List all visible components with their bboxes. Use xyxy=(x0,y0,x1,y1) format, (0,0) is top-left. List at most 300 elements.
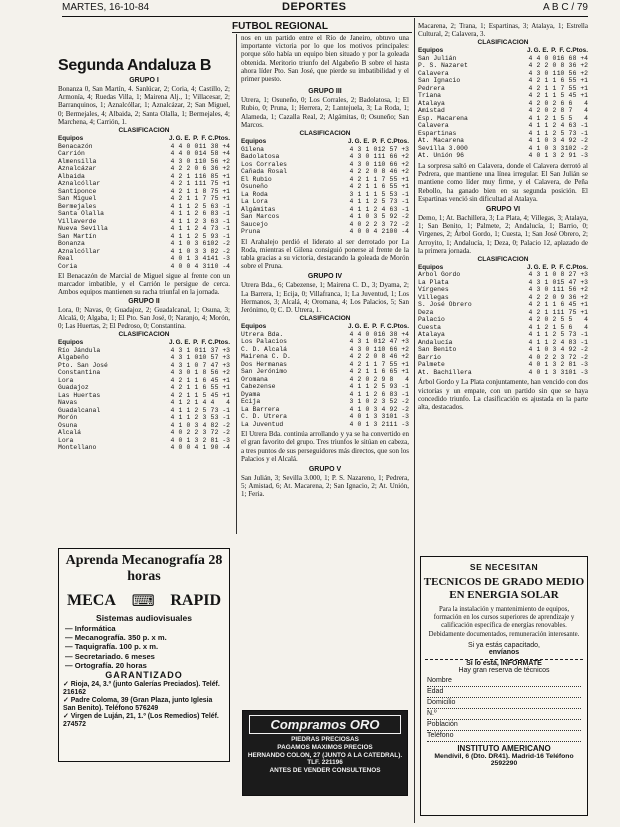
form-field[interactable]: Teléfono xyxy=(427,731,581,742)
stat-cell: 2 xyxy=(536,107,541,115)
stat-cell: 4 xyxy=(349,345,354,353)
stat-cell: 2 xyxy=(357,368,362,376)
stat-cell: 1 xyxy=(544,301,549,309)
stat-cell: 4 xyxy=(170,346,175,354)
stat-cell: 3 xyxy=(560,368,565,376)
team-name: Río Jándula xyxy=(58,346,101,354)
stat-cell: 3 xyxy=(202,217,207,225)
stat-cell: 2 xyxy=(186,429,191,437)
stat-cell: 4 xyxy=(349,168,354,176)
stat-cell: 1 xyxy=(544,92,549,100)
table-row xyxy=(58,347,230,355)
table-row xyxy=(58,203,230,211)
team-name: Dyama xyxy=(241,390,261,398)
stat-cell: 6 +2 xyxy=(393,153,409,161)
stat-cell: 4 xyxy=(170,429,175,437)
stat-cell: 2 xyxy=(373,220,378,228)
stat-cell: 2 xyxy=(373,205,378,213)
form-field[interactable]: Población xyxy=(427,720,581,731)
stat-cell: 3 xyxy=(349,190,354,198)
stat-cell: 0 xyxy=(373,330,378,338)
stat-cell: 2 xyxy=(536,301,541,309)
stat-cell: 2 xyxy=(178,391,183,399)
team-name: Badolatosa xyxy=(241,153,280,161)
meca-title: Aprenda Mecanografía 28 horas xyxy=(65,553,223,584)
team-name: Aznalcázar xyxy=(58,165,97,173)
stat-cell: 4 xyxy=(349,360,354,368)
stat-cell: 4 xyxy=(349,145,354,153)
stat-cell: 0 xyxy=(544,316,549,324)
stat-cell: 5 xyxy=(381,383,386,391)
team-name: Osuna xyxy=(58,421,78,429)
stat-cell: 1 xyxy=(194,384,199,392)
stat-cell: 4 xyxy=(349,383,354,391)
stat-cell: 4 xyxy=(210,399,215,407)
stat-cell: 0 xyxy=(186,247,191,255)
stat-cell: 2 xyxy=(536,293,541,301)
stat-cell: 0 xyxy=(186,150,191,158)
team-name: Gilena xyxy=(241,145,265,153)
stat-cell: 6 xyxy=(381,368,386,376)
stat-cell: 5 xyxy=(381,213,386,221)
table-row xyxy=(241,213,409,221)
stat-cell: 2 xyxy=(357,360,362,368)
team-name: Pruna xyxy=(241,228,261,236)
stat-cell: 1 xyxy=(178,240,183,248)
stat-cell: 2 xyxy=(178,180,183,188)
stat-cell: 6 xyxy=(568,99,573,107)
table-row xyxy=(58,188,230,196)
stat-cell: 1 xyxy=(365,413,370,421)
stat-cell: 1 xyxy=(544,152,549,160)
stat-cell: 3 xyxy=(357,153,362,161)
stat-cell: 3 xyxy=(568,293,573,301)
stat-cell: 4 xyxy=(528,331,533,339)
stat-cell: 4 xyxy=(528,144,533,152)
stat-cell: 2 xyxy=(373,390,378,398)
stat-cell: 5 xyxy=(381,198,386,206)
stat-cell: 4 xyxy=(170,376,175,384)
stat-cell: 8 +4 xyxy=(393,330,409,338)
team-name: Oromana xyxy=(241,375,268,383)
stat-cell: 5 xyxy=(568,69,573,77)
table-row xyxy=(241,383,409,391)
stat-cell: 9 xyxy=(210,232,215,240)
stat-cell: 1 xyxy=(373,160,378,168)
team-name: C. D. Utrera xyxy=(241,413,288,421)
stat-cell: 0 xyxy=(357,420,362,428)
table-row xyxy=(241,206,409,214)
stat-cell: 8 xyxy=(210,436,215,444)
stat-cell: 1 xyxy=(365,420,370,428)
stat-cell: 2 xyxy=(552,99,557,107)
team-name: Utrera Bda. xyxy=(241,330,284,338)
stat-cell: 0 xyxy=(544,144,549,152)
stat-cell: 4 xyxy=(528,286,533,294)
stat-cell: 0 xyxy=(178,255,183,263)
mid-intro: nos en un partido entre el Río de Janeiro, obtuvo una importante victoria por lo que los motivos principales: porque sólo había un equipo bien situado y por la goleada obtenida. Meritorio triunfo del Algabeño B sobre el hasta ahora líder Pto. San José, que pierde su imbatibilidad y el primer puesto. xyxy=(241,34,409,84)
stat-cell: 4 xyxy=(528,77,533,85)
stat-cell: 2 xyxy=(357,183,362,191)
team-name: Villaverde xyxy=(58,217,97,225)
stat-cell: 1 xyxy=(544,278,549,286)
stat-cell: 9 xyxy=(560,293,565,301)
table-row xyxy=(58,165,230,173)
solar-cut2: Hay gran reserva de técnicos xyxy=(458,666,550,674)
table-row xyxy=(418,92,588,100)
stat-cell: 15 xyxy=(556,278,565,286)
stat-cell: 4 xyxy=(560,122,565,130)
stat-cell: 1 xyxy=(186,217,191,225)
table-row xyxy=(58,225,230,233)
group6-rows xyxy=(418,271,588,376)
stat-cell: 1 xyxy=(186,172,191,180)
team-name: Palacio xyxy=(418,316,445,324)
stat-cell: 1 xyxy=(186,391,191,399)
stat-cell: 1 xyxy=(178,406,183,414)
table-row xyxy=(418,279,588,287)
stat-cell: 1 xyxy=(186,180,191,188)
stat-cell: 4 xyxy=(349,160,354,168)
team-name: Amistad xyxy=(418,107,445,115)
solar-body: Para la instalación y mantenimiento de equipos, formación en los cursos superiores de aprendizaje y calificación específica de energías renovables. Debidamente documentados, remuneración interesante. xyxy=(428,606,580,638)
stat-cell: 5 xyxy=(202,202,207,210)
table-row xyxy=(418,115,588,123)
stat-cell: 2 xyxy=(544,62,549,70)
group2-results: Lora, 0; Navas, 0; Guadajoz, 2; Guadalcanal, 1; Osuna, 3; Alcalá, 0; Algaba, 1; El Pto. San José, 0; Naranjo, 4; Morón, 0; Las Huertas, 2; El Pedroso, 0; Constantina. xyxy=(58,305,230,331)
stat-cell: 6 +2 xyxy=(572,293,588,301)
stat-cell: 2 xyxy=(194,225,199,233)
stat-cell: 0 xyxy=(536,353,541,361)
stat-cell: 4 xyxy=(170,391,175,399)
group5-note: La sorpresa saltó en Calavera, donde el Calavera derrotó al Pedrera, que mantiene una línea irregular. El San Julián se mantiene como líder muy firme, y el Calavera, de Peña Rebollo, ha ganado bien en su segunda posición. El Espartinas venció sin dificultad al Atalaya. xyxy=(418,161,588,203)
stat-cell: 3 -1 xyxy=(393,190,409,198)
stat-cell: 6 +2 xyxy=(214,369,230,377)
stat-cell: 0 xyxy=(194,354,199,362)
stat-cell: 5 xyxy=(210,354,215,362)
form-field[interactable]: N.º xyxy=(427,709,581,720)
team-name: Los Palacios xyxy=(241,338,288,346)
stat-cell: 0 xyxy=(186,157,191,165)
team-name: Cuesta xyxy=(418,323,442,331)
stat-cell: 0 xyxy=(194,361,199,369)
stat-cell: 3 xyxy=(202,247,207,255)
stat-cell: 3 xyxy=(194,247,199,255)
stat-cell: 2 xyxy=(536,62,541,70)
stat-cell: 2 xyxy=(560,361,565,369)
stat-cell: 4 xyxy=(226,399,230,407)
table-row xyxy=(241,221,409,229)
stat-cell: 4 xyxy=(528,278,533,286)
stat-cell: 6 +2 xyxy=(393,160,409,168)
meca-brand-right: RAPID xyxy=(170,592,221,609)
stat-cell: 4 xyxy=(170,262,175,270)
page-header xyxy=(62,2,588,17)
team-name: Osuneño xyxy=(241,183,268,191)
form-field[interactable]: Domicilio xyxy=(427,698,581,709)
table-header: Equipos J. G. E. P. F. C. Ptos. xyxy=(241,323,409,331)
table-row xyxy=(418,346,588,354)
stat-cell: 2 xyxy=(544,323,549,331)
stat-cell: 3 -1 xyxy=(214,414,230,422)
stat-cell: 4 xyxy=(528,107,533,115)
stat-cell: 0 xyxy=(365,160,370,168)
team-name: Calavera xyxy=(418,69,449,77)
stat-cell: 3 xyxy=(178,361,183,369)
stat-cell: 1 xyxy=(178,225,183,233)
team-name: Dos Hermanas xyxy=(241,360,288,368)
stat-cell: 0 xyxy=(552,278,557,286)
stat-cell: 5 +1 xyxy=(572,84,588,92)
team-name: Carrión xyxy=(58,150,85,158)
stat-cell: 4 xyxy=(349,375,354,383)
group3-table xyxy=(241,138,409,236)
group1-rows xyxy=(58,143,230,271)
stat-cell: 1 xyxy=(178,399,183,407)
table-row xyxy=(241,198,409,206)
stat-cell: 3 -1 xyxy=(393,383,409,391)
header-section: DEPORTES xyxy=(282,1,347,13)
stat-cell: 1 xyxy=(544,368,549,376)
stat-cell: 3 xyxy=(552,137,557,145)
stat-cell: 4 xyxy=(528,99,533,107)
table-row xyxy=(58,377,230,385)
stat-cell: 0 xyxy=(544,107,549,115)
stat-cell: 3 -1 xyxy=(393,198,409,206)
stat-cell: 2 xyxy=(552,353,557,361)
stat-cell: 0 xyxy=(536,361,541,369)
stat-cell: 1 xyxy=(544,122,549,130)
stat-cell: 2 -2 xyxy=(393,220,409,228)
stat-cell: 1 xyxy=(186,384,191,392)
group4-label: GRUPO IV xyxy=(307,273,343,281)
stat-cell: 3 xyxy=(381,413,386,421)
team-name: Almensilla xyxy=(58,157,97,165)
team-name: La Roda xyxy=(241,190,268,198)
table-row xyxy=(418,271,588,279)
stat-cell: 4 xyxy=(528,301,533,309)
group6-note: Árbol Gordo y La Plata conjuntamente, han vencido con dos victorias y un empate, con un partido sin que se haya concedido triunfo. La clasificación es ajustada en la parte alta, destacados. xyxy=(418,378,588,412)
stat-cell: 5 xyxy=(389,145,394,153)
stat-cell: 1 xyxy=(178,217,183,225)
stat-cell: 1 xyxy=(373,183,378,191)
stat-cell: 2 xyxy=(194,202,199,210)
table-row xyxy=(58,392,230,400)
stat-cell: 2 xyxy=(536,308,541,316)
stat-cell: 9 xyxy=(389,405,394,413)
table-row xyxy=(418,130,588,138)
team-name: Aznalcóllar xyxy=(58,180,101,188)
meca-item: — Informática xyxy=(65,624,116,633)
stat-cell: 7 xyxy=(210,195,215,203)
stat-cell: 0 xyxy=(544,99,549,107)
stat-cell: 4 xyxy=(170,354,175,362)
stat-cell: 1 xyxy=(178,202,183,210)
stat-cell: 2 -2 xyxy=(393,398,409,406)
team-name: San Jerónimo xyxy=(241,368,288,376)
team-name: San Martín xyxy=(58,232,97,240)
stat-cell: 3 xyxy=(357,345,362,353)
table-row xyxy=(58,195,230,203)
stat-cell: 5 xyxy=(210,157,215,165)
team-name: Mairena C. D. xyxy=(241,353,291,361)
stat-cell: 0 xyxy=(186,262,191,270)
table-row xyxy=(418,286,588,294)
stat-cell: 1 xyxy=(365,383,370,391)
stat-cell: 3 -1 xyxy=(572,338,588,346)
stat-cell: 1 xyxy=(186,195,191,203)
stat-cell: 4 xyxy=(170,444,175,452)
stat-cell: 4 xyxy=(528,308,533,316)
stat-cell: 0 xyxy=(552,293,557,301)
stat-cell: 12 xyxy=(377,338,386,346)
team-name: La Barrera xyxy=(241,405,280,413)
stat-cell: 5 xyxy=(381,190,386,198)
stat-cell: 2 xyxy=(178,384,183,392)
stat-cell: 4 xyxy=(170,225,175,233)
stat-cell: 4 xyxy=(170,384,175,392)
meca-item: — Mecanografía. 350 p. x m. xyxy=(65,633,167,643)
stat-cell: 1 -3 xyxy=(572,361,588,369)
group3-rows xyxy=(241,146,409,236)
group5-table xyxy=(418,47,588,160)
group4-rows xyxy=(241,331,409,429)
stat-cell: 4 xyxy=(170,172,175,180)
table-row xyxy=(58,158,230,166)
stat-cell: 4 xyxy=(170,361,175,369)
table-row xyxy=(418,316,588,324)
stat-cell: 1 xyxy=(357,190,362,198)
stat-cell: 2 xyxy=(552,316,557,324)
stat-cell: 4 xyxy=(349,353,354,361)
stat-cell: 5 xyxy=(210,369,215,377)
stat-cell: 5 xyxy=(560,114,565,122)
stat-cell: 4 xyxy=(568,92,573,100)
stat-cell: 5 +1 xyxy=(214,391,230,399)
meca-brand-left: MECA xyxy=(67,592,116,609)
team-name: S. José Obrero xyxy=(418,301,472,309)
meca-item: — Secretariado. 6 meses xyxy=(65,651,155,661)
stat-cell: 1 xyxy=(194,172,199,180)
table-row xyxy=(418,55,588,63)
stat-cell: 3 xyxy=(373,413,378,421)
stat-cell: 5 +1 xyxy=(393,368,409,376)
stat-cell: 0 xyxy=(373,145,378,153)
stat-cell: 3 -1 xyxy=(214,225,230,233)
stat-cell: 1 xyxy=(536,122,541,130)
stat-cell: 5 xyxy=(389,190,394,198)
stat-cell: 4 xyxy=(349,405,354,413)
group6-results: Demo, 1; At. Bachillera, 3; La Plata, 4; Villegas, 3; Atalaya, 1; San Benito, 1; Palmete, 2; Andalucía, 1; Barrio, 0; Virgenes, 2; Árbol Gordo, 1; Cuesta, 1; San José Obrero, 2; Arroyito, 1; Andalucía, 1; Deza, 0; Palacio 12, aplazado de la primera jornada. xyxy=(418,213,588,255)
team-name: Guadajoz xyxy=(58,384,89,392)
table-row xyxy=(418,122,588,130)
stat-cell: 16 xyxy=(377,330,386,338)
stat-cell: 4 xyxy=(528,129,533,137)
stat-cell: 2 xyxy=(357,375,362,383)
stat-cell: 1 xyxy=(373,190,378,198)
stat-cell: 6 xyxy=(202,210,207,218)
team-name: Triana xyxy=(418,92,442,100)
stat-cell: 1 -3 xyxy=(214,436,230,444)
group6-table xyxy=(418,264,588,377)
stat-cell: 4 xyxy=(210,391,215,399)
table-row xyxy=(418,361,588,369)
stat-cell: 1 xyxy=(373,153,378,161)
meca-guarantee: GARANTIZADO xyxy=(105,670,183,681)
stat-cell: 4 xyxy=(170,255,175,263)
stat-cell: 4 xyxy=(536,54,541,62)
stat-cell: 0 xyxy=(178,429,183,437)
stat-cell: 3 xyxy=(178,354,183,362)
stat-cell: 0 xyxy=(178,444,183,452)
stat-cell: 1 xyxy=(357,205,362,213)
stat-cell: 4 xyxy=(584,323,588,331)
stat-cell: 1 xyxy=(536,346,541,354)
stat-cell: 10 xyxy=(385,228,394,236)
stat-cell: 1 xyxy=(536,144,541,152)
table-row xyxy=(418,301,588,309)
stat-cell: 1 xyxy=(552,92,557,100)
stat-cell: 4 xyxy=(170,217,175,225)
stat-cell: 2 xyxy=(552,122,557,130)
group2-rows xyxy=(58,347,230,452)
stat-cell: 1 xyxy=(186,406,191,414)
stat-cell: 1 -3 xyxy=(572,152,588,160)
stat-cell: 1 xyxy=(552,84,557,92)
stat-cell: 6 +2 xyxy=(214,165,230,173)
stat-cell: 1 xyxy=(186,354,191,362)
stat-cell: 4 xyxy=(170,165,175,173)
stat-cell: 1 xyxy=(194,399,199,407)
stat-cell: 3 xyxy=(357,145,362,153)
team-name: Morón xyxy=(58,414,78,422)
team-name: Algabeño xyxy=(58,354,89,362)
stat-cell: 4 xyxy=(389,353,394,361)
stat-cell: 0 xyxy=(365,330,370,338)
stat-cell: 4 xyxy=(584,316,588,324)
stat-cell: 4 xyxy=(349,390,354,398)
table-row xyxy=(241,346,409,354)
header-page: A B C / 79 xyxy=(542,2,588,13)
stat-cell: 5 xyxy=(389,360,394,368)
stat-cell: 4 xyxy=(210,376,215,384)
stat-cell: 5 xyxy=(568,114,573,122)
table-row xyxy=(58,437,230,445)
stat-cell: 4 xyxy=(528,114,533,122)
form-field[interactable]: Nombre xyxy=(427,676,581,687)
stat-cell: 4 xyxy=(560,338,565,346)
stat-cell: 1 xyxy=(194,180,199,188)
form-field[interactable]: Edad xyxy=(427,687,581,698)
stat-cell: 4 xyxy=(170,414,175,422)
stat-cell: 9 xyxy=(568,346,573,354)
table-row xyxy=(58,263,230,271)
stat-cell: 0 -4 xyxy=(393,228,409,236)
stat-cell: 2 -2 xyxy=(393,405,409,413)
stat-cell: 4 xyxy=(349,213,354,221)
team-name: La Plata xyxy=(418,278,449,286)
stat-cell: 4 xyxy=(170,421,175,429)
right-column xyxy=(418,22,588,411)
stat-cell: 8 xyxy=(202,187,207,195)
segunda-title: Segunda Andaluza B xyxy=(58,57,212,74)
stat-cell: 4 xyxy=(178,142,183,150)
stat-cell: 4 xyxy=(381,405,386,413)
stat-cell: 7 xyxy=(210,406,215,414)
stat-cell: 3 xyxy=(389,330,394,338)
stat-cell: 4 xyxy=(202,421,207,429)
stat-cell: 8 +4 xyxy=(214,150,230,158)
